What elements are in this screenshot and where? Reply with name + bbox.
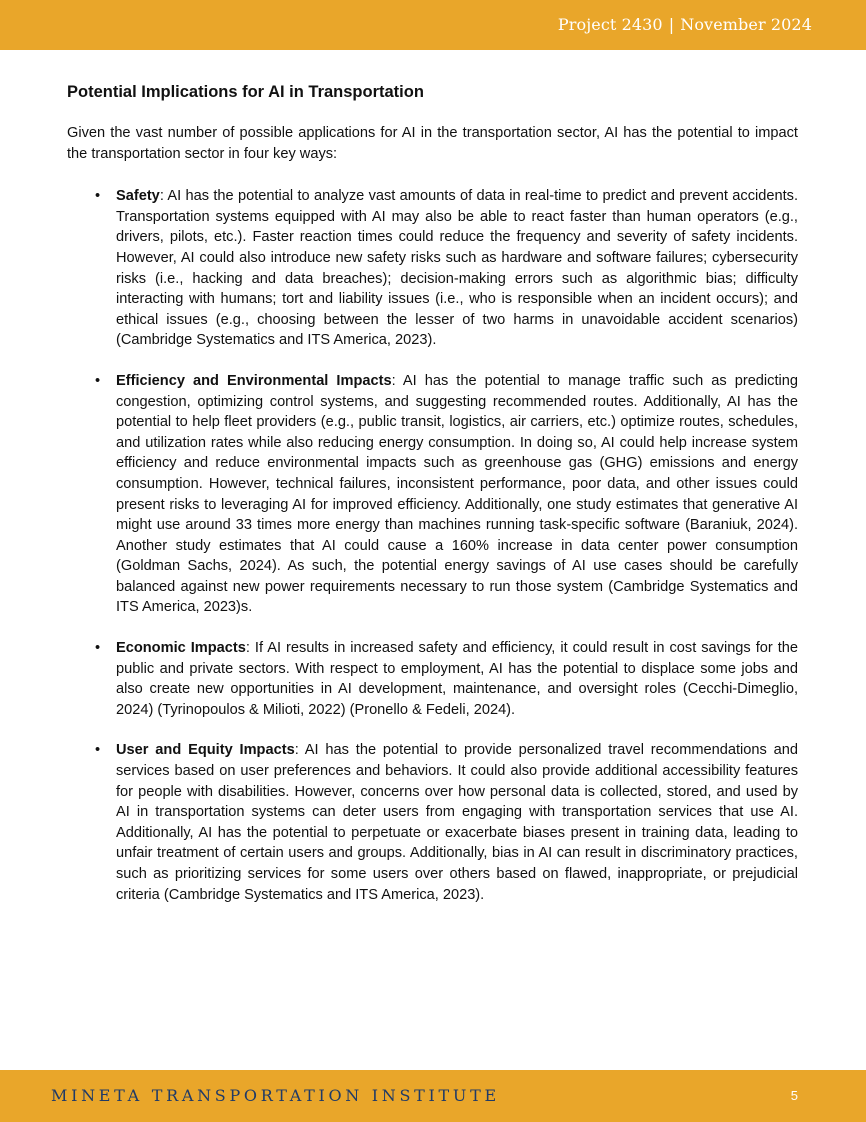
page-content — [67, 82, 798, 925]
footer-band — [0, 1070, 866, 1122]
item-text: : AI has the potential to analyze vast amounts of data in real-time to predict and prevent accidents. Transportation systems equipped with AI may also be able to react faster than human operators (e.g., drivers, pilots, etc.). Faster reaction times could reduce the frequency and severity of safety incidents. However, AI could also introduce new safety risks such as hardware and software failures; cybersecurity risks (i.e., hacking and data breaches); decision-making errors such as algorithmic bias; difficulty interacting with humans; tort and liability issues (i.e., who is responsible when an incident occurs); and ethical issues (e.g., choosing between the lesser of two harms in unavoidable accident scenarios) (Cambridge Systematics and ITS America, 2023). — [116, 188, 798, 349]
intro-paragraph: Given the vast number of possible applications for AI in the transportation sector, AI has the potential to impact the transportation sector in four key ways: — [67, 125, 798, 162]
header-separator: | — [668, 15, 675, 34]
list-item-efficiency — [67, 371, 798, 618]
list-item-safety — [67, 186, 798, 351]
project-label: Project 2430 — [557, 15, 663, 34]
impacts-list — [67, 186, 798, 905]
page-number: 5 — [790, 1088, 798, 1103]
item-title: Efficiency and Environmental Impacts — [116, 372, 392, 389]
item-text: : If AI results in increased safety and efficiency, it could result in cost savings for the public and private sectors. With respect to employment, AI has the potential to displace some jobs and also create new opportunities in AI development, maintenance, and oversight roles (Cecchi-Dimeglio, 2024) (Tyrinopoulos & Milioti, 2022) (Pronello & Fedeli, 2024). — [116, 640, 799, 718]
header-band — [0, 0, 866, 50]
header-date: November 2024 — [680, 15, 812, 34]
footer-institute: MINETA TRANSPORTATION INSTITUTE — [51, 1086, 500, 1105]
bullet-icon: • — [95, 640, 101, 657]
header-text — [558, 15, 812, 34]
bullet-icon: • — [95, 188, 101, 205]
bullet-icon: • — [95, 372, 101, 389]
item-title: User and Equity Impacts — [116, 742, 295, 759]
item-title: Economic Impacts — [116, 640, 246, 657]
list-item-user-equity — [67, 740, 798, 905]
section-heading: Potential Implications for AI in Transportation — [67, 83, 424, 101]
item-text: : AI has the potential to provide personalized travel recommendations and services based on user preferences and behaviors. It could also provide additional accessibility features for people with disabilities. However, concerns over how personal data is collected, stored, and used by AI in transportation systems can deter users from engaging with transportation services that use AI. Additionally, AI has the potential to perpetuate or exacerbate biases present in training data, leading to unfair treatment of certain users and groups. Additionally, bias in AI can result in discriminatory practices, such as prioritizing services for some users over others based on flawed, inappropriate, or prejudicial criteria (Cambridge Systematics and ITS America, 2023). — [116, 742, 798, 903]
list-item-economic — [67, 638, 798, 720]
item-title: Safety — [116, 188, 160, 205]
bullet-icon: • — [95, 742, 101, 759]
item-text: : AI has the potential to manage traffic such as predicting congestion, optimizing control systems, and suggesting recommended routes. Additionally, AI has the potential to help fleet providers (e.g., public transit, logistics, air carriers, etc.) optimize routes, schedules, and utilization rates while also reducing energy consumption. In doing so, AI could help increase system efficiency and reduce environmental impacts such as greenhouse gas (GHG) emissions and energy consumption. However, technical failures, inconsistent performance, poor data, and other issues could present risks to leveraging AI for improved efficiency. Additionally, one study estimates that generative AI might use around 33 times more energy than machines running task-specific software (Baraniuk, 2024). Another study estimates that AI could cause a 160% increase in data center power consumption (Goldman Sachs, 2024). As such, the potential energy savings of AI use cases should be carefully balanced against new power requirements necessary to run those system (Cambridge Systematics and ITS America, 2023)s. — [116, 372, 798, 616]
